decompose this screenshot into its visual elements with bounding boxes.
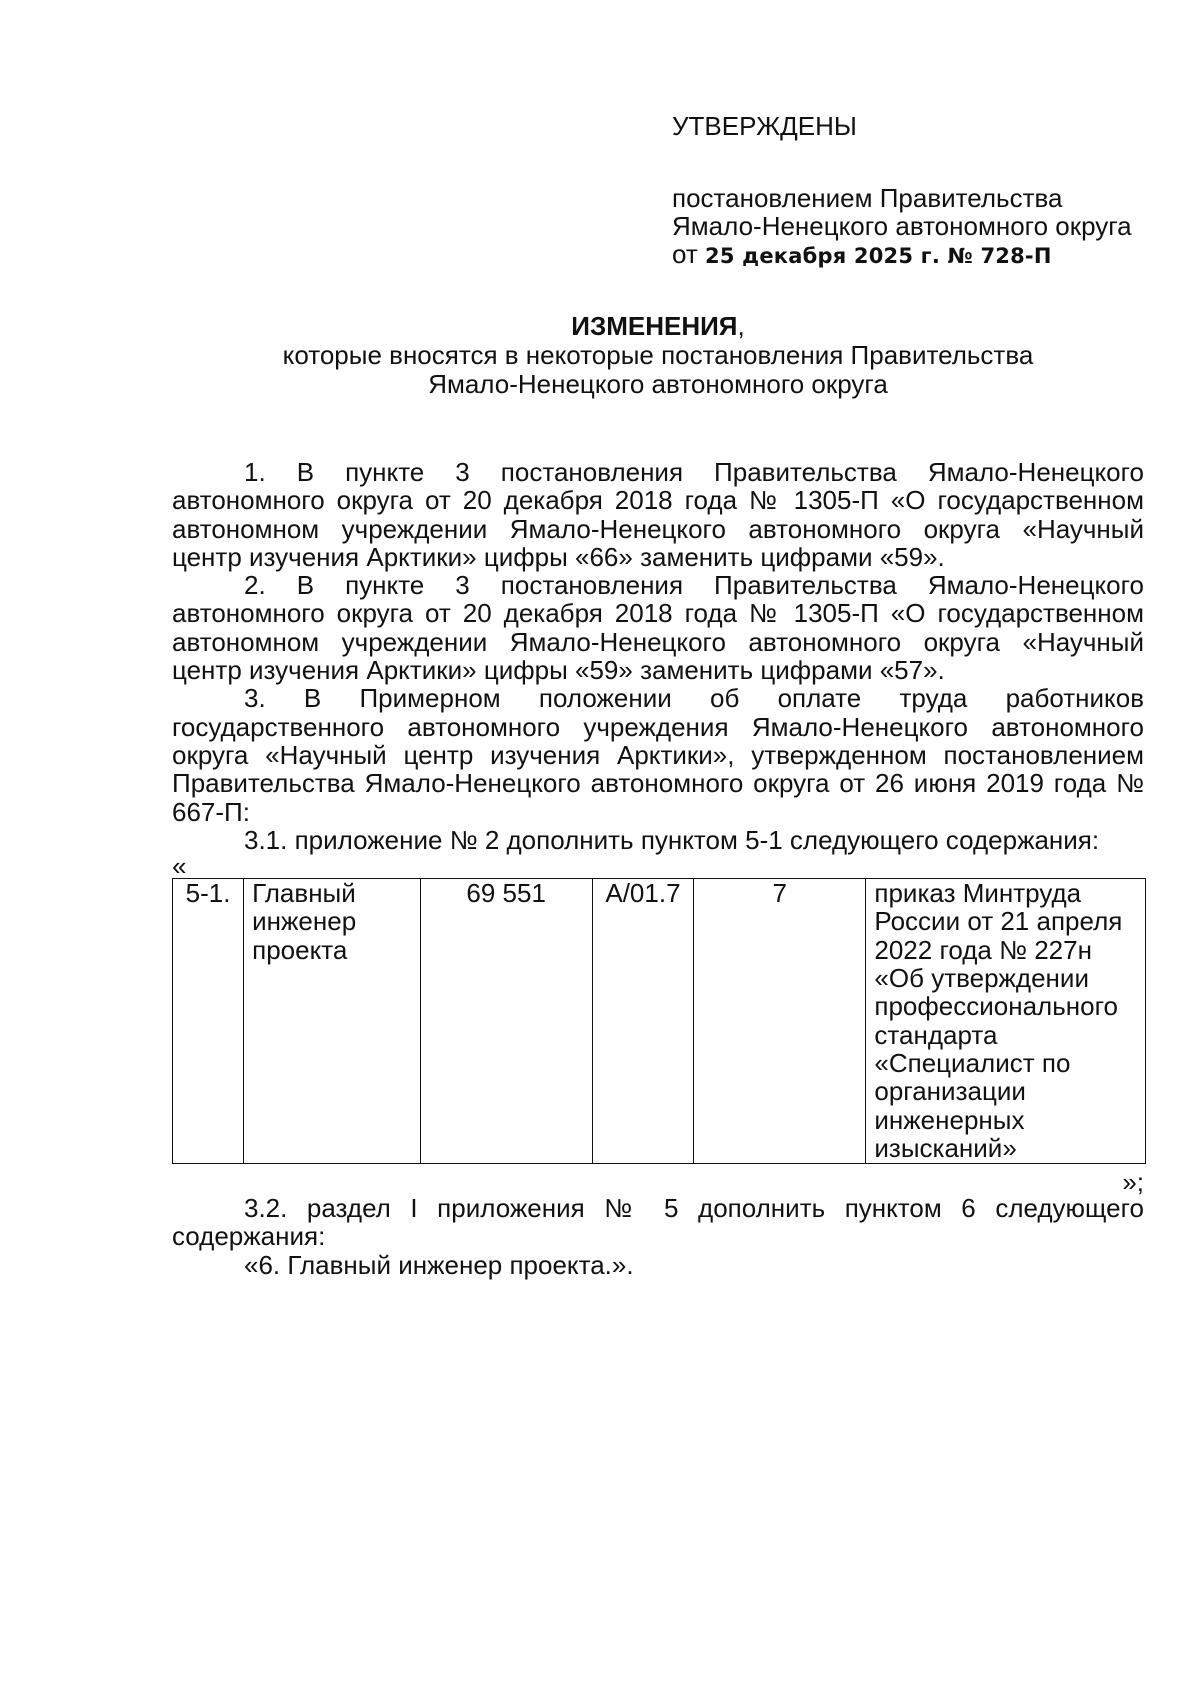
heading-line-1: которые вносятся в некоторые постановления Правительства [282, 340, 1034, 370]
quote-open: « [172, 851, 187, 882]
cell-level: 7 [694, 879, 866, 1164]
approval-line-1: постановлением Правительства [672, 183, 1063, 213]
approval-line-2: Ямало-Ненецкого автономного округа [672, 211, 1132, 241]
heading-line-2: Ямало-Ненецкого автономного округа [428, 369, 888, 399]
paragraph-2: 2. В пункте 3 постановления Правительства Ямало-Ненецкого автономного округа от 20 декабря 2018 года № 1305-П «О государственном автономном учреждении Ямало-Ненецкого автономного округа «Научный центр изучения Арктики» цифры «59» заменить цифрами «57». [172, 570, 1144, 686]
approval-date-line [672, 240, 1142, 270]
approval-date-prefix: от [672, 239, 706, 269]
document-body [172, 458, 1144, 1279]
heading-title-line [172, 312, 1144, 341]
quote-close: »; [1122, 1167, 1144, 1198]
cell-number: 5-1. [173, 879, 244, 1164]
heading-title: ИЗМЕНЕНИЯ [571, 311, 738, 341]
paragraph-3: 3. В Примерном положении об оплате труда работников государственного автономного учреждения Ямало-Ненецкого автономного округа «Научный центр изучения Арктики», утвержденном постановлением Правительства Ямало-Ненецкого автономного округа от 26 июня 2019 года № 667-П: [172, 683, 1144, 827]
paragraph-3-2: 3.2. раздел I приложения № 5 дополнить пунктом 6 следующего содержания: [172, 1193, 1144, 1252]
approval-title: УТВЕРЖДЕНЫ [672, 111, 857, 141]
approval-lines [672, 184, 1142, 270]
cell-code: А/01.7 [592, 879, 693, 1164]
paragraph-1: 1. В пункте 3 постановления Правительства Ямало-Ненецкого автономного округа от 20 декабря 2018 года № 1305-П «О государственном автономном учреждении Ямало-Ненецкого автономного округа «Научный центр изучения Арктики» цифры «66» заменить цифрами «59». [172, 457, 1144, 572]
heading-title-suffix: , [737, 311, 745, 341]
cell-salary: 69 551 [420, 879, 592, 1164]
paragraph-3-2-text: «6. Главный инженер проекта.». [244, 1249, 634, 1280]
document-heading [172, 312, 1144, 399]
approval-date-value: 25 декабря 2025 г. № 728-П [705, 244, 1052, 268]
table-row [173, 879, 1146, 1164]
paragraph-3-1: 3.1. приложение № 2 дополнить пунктом 5-1 следующего содержания: [244, 824, 1100, 855]
approval-stamp [672, 112, 1142, 270]
cell-position: Главный инженер проекта [244, 879, 420, 1164]
amendment-table [172, 878, 1146, 1164]
cell-basis: приказ Минтруда России от 21 апреля 2022 года № 227н «Об утверждении профессионального стандарта «Специалист по организации инженерных изысканий» [866, 879, 1146, 1164]
